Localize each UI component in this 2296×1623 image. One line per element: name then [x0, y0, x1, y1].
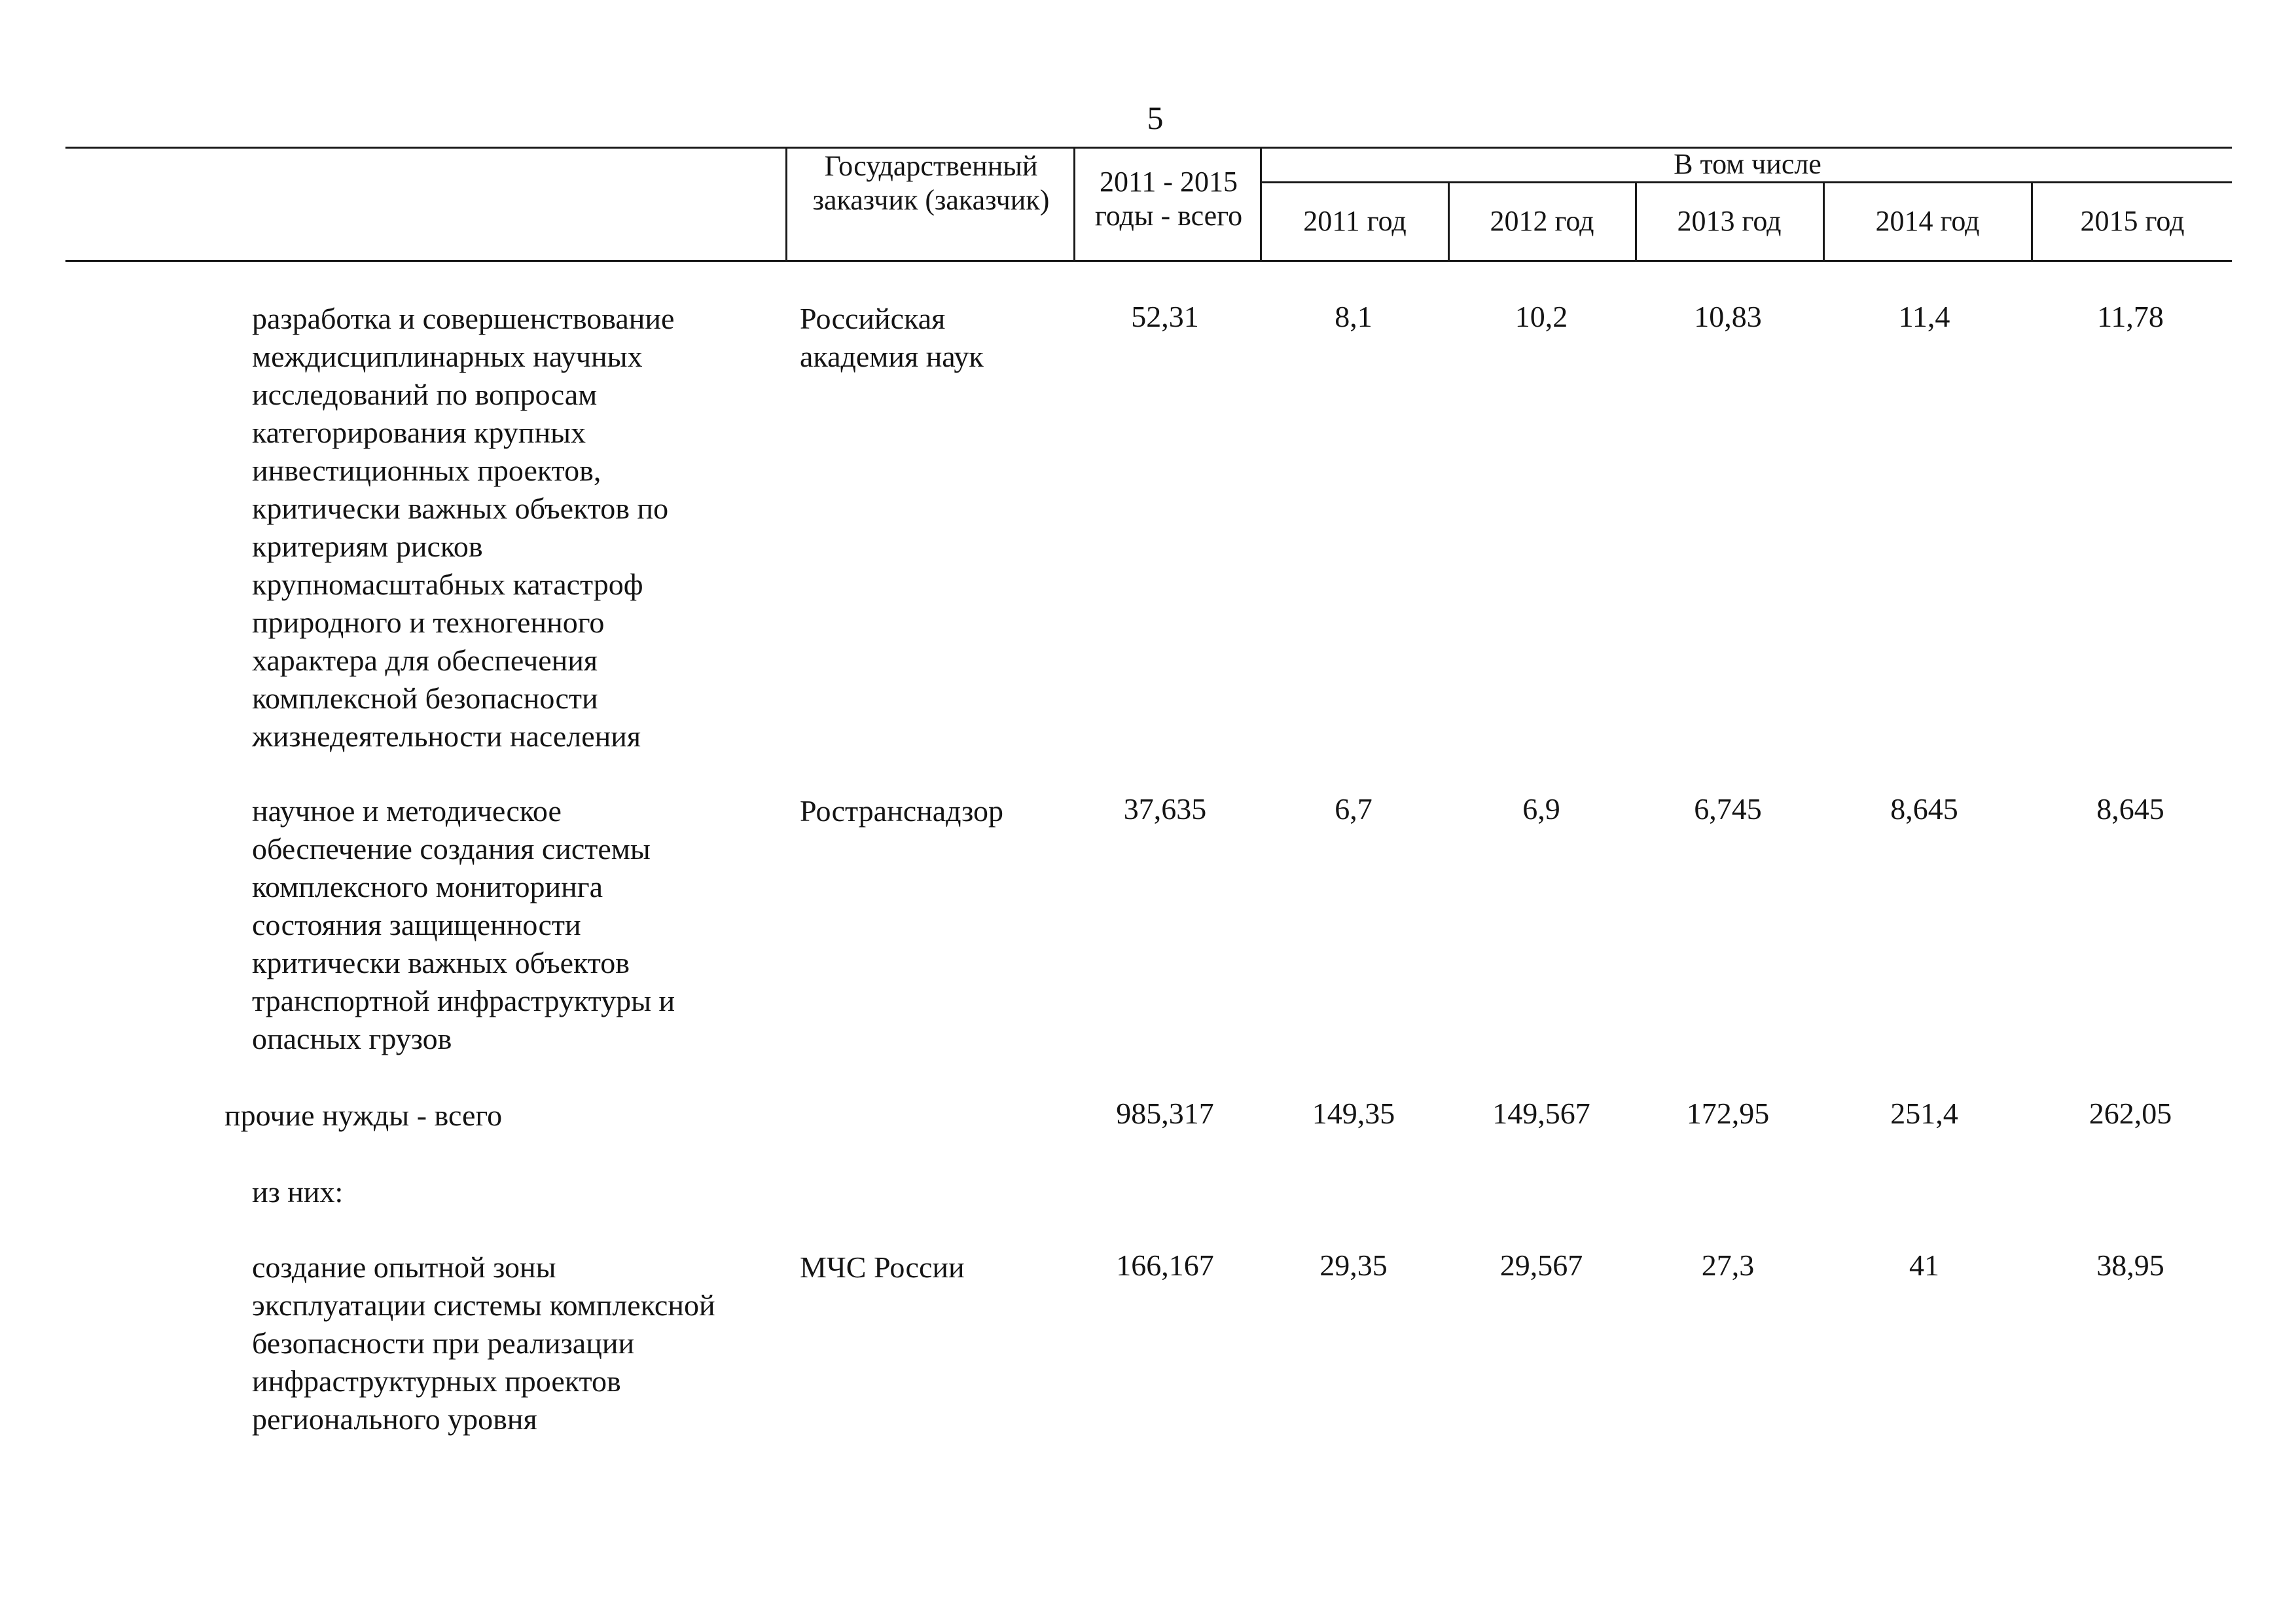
row-value-2011: 149,35	[1312, 1097, 1395, 1130]
col-divider-2015	[2031, 181, 2033, 261]
row-value-2013: 6,745	[1694, 792, 1762, 826]
row-value-2012: 29,567	[1499, 1249, 1583, 1282]
row-customer: МЧС России	[800, 1250, 965, 1284]
subheader-rule	[1260, 181, 2232, 183]
row-label: научное и методическое обеспечение создания системы комплексного мониторинга состояния защищенности критически важных объектов транспортной инфраструктуры и опасных грузов	[252, 794, 675, 1055]
header-bottom-rule	[65, 260, 2232, 262]
header-year-2013: 2013 год	[1677, 205, 1782, 237]
row-customer: Ространснадзор	[800, 794, 1004, 828]
row-customer: Российская академия наук	[800, 302, 984, 373]
row-value-2013: 10,83	[1694, 300, 1762, 333]
row-total: 37,635	[1123, 792, 1207, 826]
row-label: создание опытной зоны эксплуатации системы комплексной безопасности при реализации инфраструктурных проектов регионального уровня	[252, 1250, 715, 1436]
row-value-2014: 11,4	[1898, 300, 1950, 333]
col-divider-customer	[785, 147, 787, 261]
row-value-2013: 27,3	[1701, 1249, 1755, 1282]
page-number: 5	[1147, 100, 1164, 136]
row-total: 985,317	[1116, 1097, 1214, 1130]
header-year-2014: 2014 год	[1875, 205, 1980, 237]
row-value-2011: 8,1	[1335, 300, 1372, 333]
row-value-2011: 6,7	[1335, 792, 1372, 826]
row-value-2015: 262,05	[2089, 1097, 2172, 1130]
row-total: 52,31	[1131, 300, 1199, 333]
row-label: из них:	[252, 1175, 344, 1209]
header-total: 2011 - 2015 годы - всего	[1094, 166, 1243, 232]
row-value-2014: 41	[1909, 1249, 1939, 1282]
row-value-2011: 29,35	[1319, 1249, 1388, 1282]
row-total: 166,167	[1116, 1249, 1214, 1282]
header-year-2015: 2015 год	[2080, 205, 2185, 237]
row-value-2015: 8,645	[2096, 792, 2164, 826]
col-divider-total-left	[1073, 147, 1075, 261]
row-value-2015: 38,95	[2096, 1249, 2164, 1282]
col-divider-2012	[1448, 181, 1450, 261]
header-year-2011: 2011 год	[1303, 205, 1407, 237]
row-value-2014: 8,645	[1890, 792, 1958, 826]
col-divider-2013	[1635, 181, 1637, 261]
header-year-2012: 2012 год	[1490, 205, 1594, 237]
header-including: В том числе	[1674, 148, 1821, 180]
row-value-2013: 172,95	[1686, 1097, 1770, 1130]
row-value-2015: 11,78	[2097, 300, 2164, 333]
row-value-2012: 10,2	[1515, 300, 1568, 333]
row-value-2014: 251,4	[1890, 1097, 1958, 1130]
row-value-2012: 149,567	[1492, 1097, 1590, 1130]
row-value-2012: 6,9	[1522, 792, 1560, 826]
col-divider-2014	[1823, 181, 1825, 261]
col-divider-total-right	[1260, 147, 1262, 261]
header-customer: Государственный заказчик (заказчик)	[812, 150, 1050, 216]
row-label: разработка и совершенствование междисциплинарных научных исследований по вопросам категорирования крупных инвестиционных проектов, критически важных объектов по критериям рисков крупномасштабных катастроф природного и техногенного характера для обеспечения комплексной безопасности жизнедеятельности населения	[252, 302, 675, 753]
row-label: прочие нужды - всего	[224, 1099, 503, 1132]
